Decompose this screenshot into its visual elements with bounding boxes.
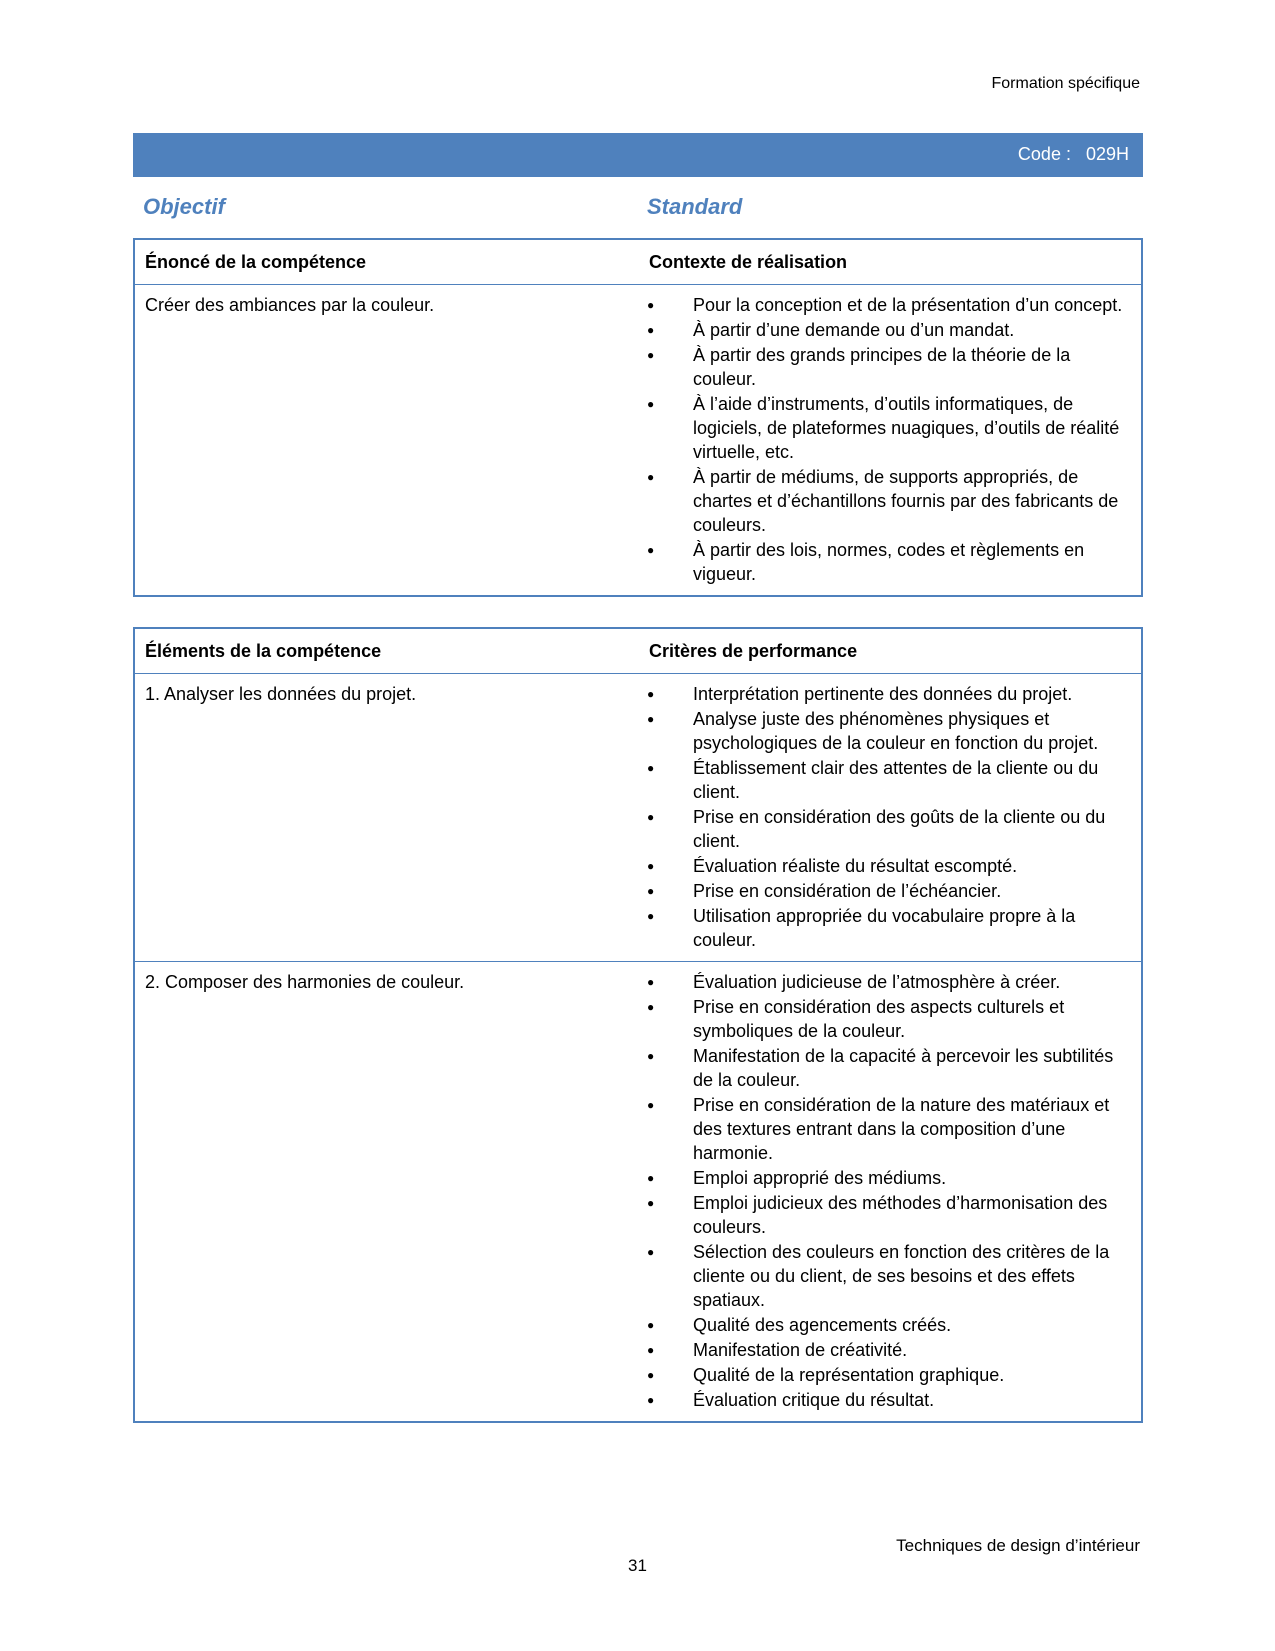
competence-statement: Créer des ambiances par la couleur. [145,295,435,315]
criterion-item: ● Prise en considération de l’échéancier. [647,879,1131,903]
elements-table-header [135,629,1141,674]
competence-row [135,285,1141,595]
element-label: 2. Composer des harmonies de couleur. [145,972,465,992]
criterion-item: ● Qualité des agencements créés. [647,1313,1131,1337]
criteria-header: Critères de performance [649,641,858,661]
criterion-item: ● Évaluation judicieuse de l’atmosphère à créer. [647,970,1131,994]
criterion-item: ● Prise en considération des goûts de la cliente ou du client. [647,805,1131,853]
criterion-item: ● Analyse juste des phénomènes physiques et psychologiques de la couleur en fonction du projet. [647,707,1131,755]
criterion-item: ● Établissement clair des attentes de la cliente ou du client. [647,756,1131,804]
context-item: ● À l’aide d’instruments, d’outils informatiques, de logiciels, de plateformes nuagiques, d’outils de réalité virtuelle, etc. [647,392,1131,464]
code-bar [133,133,1143,177]
criterion-item: ● Qualité de la représentation graphique. [647,1363,1131,1387]
criterion-item: ● Sélection des couleurs en fonction des critères de la cliente ou du client, de ses besoins et des effets spatiaux. [647,1240,1131,1312]
criteria-list [647,682,1131,952]
criterion-item: ● Prise en considération de la nature des matériaux et des textures entrant dans la composition d’une harmonie. [647,1093,1131,1165]
competence-table-header [135,240,1141,285]
criterion-item: ● Manifestation de créativité. [647,1338,1131,1362]
criterion-item: ● Utilisation appropriée du vocabulaire propre à la couleur. [647,904,1131,952]
criterion-item: ● Évaluation réaliste du résultat escompté. [647,854,1131,878]
element-row [135,674,1141,962]
context-header: Contexte de réalisation [649,252,848,272]
context-list [647,293,1131,586]
criterion-item: ● Interprétation pertinente des données du projet. [647,682,1131,706]
criterion-item: ● Prise en considération des aspects culturels et symboliques de la couleur. [647,995,1131,1043]
statement-header: Énoncé de la compétence [145,252,367,272]
criterion-item: ● Emploi approprié des médiums. [647,1166,1131,1190]
objective-heading: Objectif [143,194,225,219]
criteria-list [647,970,1131,1412]
elements-table [133,627,1143,1423]
context-item: ● À partir d’une demande ou d’un mandat. [647,318,1131,342]
criterion-item: ● Emploi judicieux des méthodes d’harmonisation des couleurs. [647,1191,1131,1239]
context-item: ● À partir des grands principes de la théorie de la couleur. [647,343,1131,391]
competence-table [133,238,1143,597]
context-item: ● À partir des lois, normes, codes et règlements en vigueur. [647,538,1131,586]
criterion-item: ● Manifestation de la capacité à percevoir les subtilités de la couleur. [647,1044,1131,1092]
running-header: Formation spécifique [991,75,1140,92]
standard-heading: Standard [647,194,743,219]
course-code: Code : 029H [1017,144,1129,164]
page-number: 31 [628,1556,647,1575]
criterion-item: ● Évaluation critique du résultat. [647,1388,1131,1412]
elements-header: Éléments de la compétence [145,641,382,661]
context-item: ● À partir de médiums, de supports appropriés, de chartes et d’échantillons fournis par des fabricants de couleurs. [647,465,1131,537]
footer-program: Techniques de design d’intérieur [896,1536,1140,1555]
context-item: ● Pour la conception et de la présentation d’un concept. [647,293,1131,317]
element-label: 1. Analyser les données du projet. [145,684,417,704]
element-row [135,962,1141,1421]
